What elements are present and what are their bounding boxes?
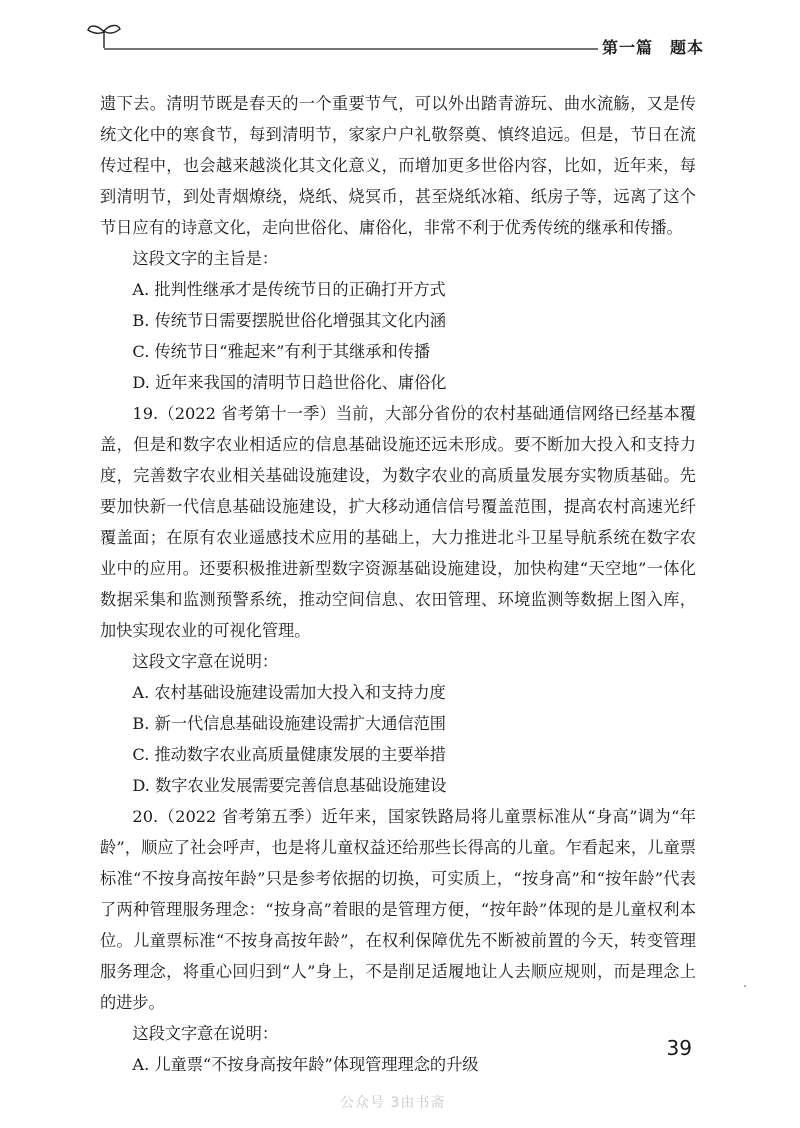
watermark: 公众号 3由书斋 — [340, 1095, 446, 1111]
option-c: C. 传统节日“雅起来”有利于其继承和传播 — [132, 342, 431, 361]
paragraph: 遗下去。清明节既是春天的一个重要节气，可以外出踏青游玩、曲水流觞，又是传统文化中的寒食节，每到清明节，家家户户礼敬祭奠、慎终追远。但是，节日在流传过程中，也会越来越淡化其文化意义，而增加更多世俗内容，比如，近年来，每到清明节，到处青烟燎绕，烧纸、烧冥币，甚至烧纸冰箱、纸房子等，远离了这个节日应有的诗意文化，走向世俗化、庸俗化，非常不利于优秀传统的继承和传播。 — [100, 94, 696, 237]
option-a: A. 批判性继承才是传统节日的正确打开方式 — [132, 280, 446, 299]
option-c: C. 推动数字农业高质量健康发展的主要举措 — [132, 745, 446, 764]
question-stem: 这段文字意在说明： — [132, 1024, 279, 1043]
scan-speck — [744, 985, 746, 987]
sprout-icon — [88, 25, 120, 48]
question-20-passage: 20.（2022 省考第五季）近年来，国家铁路局将儿童票标准从“身高”调为“年龄”，顺应了社会呼声，也是将儿童权益还给那些长得高的儿童。乍看起来，儿童票标准“不按身高按年龄”只是参考依据的切换，可实质上，“按身高”和“按年龄”代表了两种管理服务理念：“按身高”着眼的是管理方便，“按年龄”体现的是儿童权利本位。儿童票标准“不按身高按年龄”，在权利保障优先不断被前置的今天，转变管理服务理念，将重心回归到“人”身上，不是削足适履地让人去顺应规则，而是理念上的进步。 — [100, 807, 696, 1012]
option-a: A. 儿童票“不按身高按年龄”体现管理理念的升级 — [132, 1055, 479, 1074]
option-d: D. 数字农业发展需要完善信息基础设施建设 — [132, 776, 447, 795]
question-stem: 这段文字意在说明： — [132, 652, 279, 671]
option-b: B. 传统节日需要摆脱世俗化增强其文化内涵 — [132, 311, 446, 330]
header-section-title: 第一篇 题本 — [601, 38, 704, 57]
page-header — [0, 0, 800, 70]
page-number: 39 — [666, 1036, 692, 1060]
option-b: B. 新一代信息基础设施建设需扩大通信范围 — [132, 714, 446, 733]
question-19-passage: 19.（2022 省考第十一季）当前，大部分省份的农村基础通信网络已经基本覆盖，但是和数字农业相适应的信息基础设施还远未形成。要不断加大投入和支持力度，完善数字农业相关基础设施建设，为数字农业的高质量发展夯实物质基础。先要加快新一代信息基础设施建设，扩大移动通信信号覆盖范围，提高农村高速光纤覆盖面；在原有农业遥感技术应用的基础上，大力推进北斗卫星导航系统在数字农业中的应用。还要积极推进新型数字资源基础设施建设，加快构建“天空地”一体化数据采集和监测预警系统，推动空间信息、农田管理、环境监测等数据上图入库，加快实现农业的可视化管理。 — [100, 404, 696, 640]
option-d: D. 近年来我国的清明节日趋世俗化、庸俗化 — [132, 373, 447, 392]
question-text — [100, 88, 696, 1080]
option-a: A. 农村基础设施建设需加大投入和支持力度 — [132, 683, 446, 702]
question-stem: 这段文字的主旨是： — [132, 249, 279, 268]
